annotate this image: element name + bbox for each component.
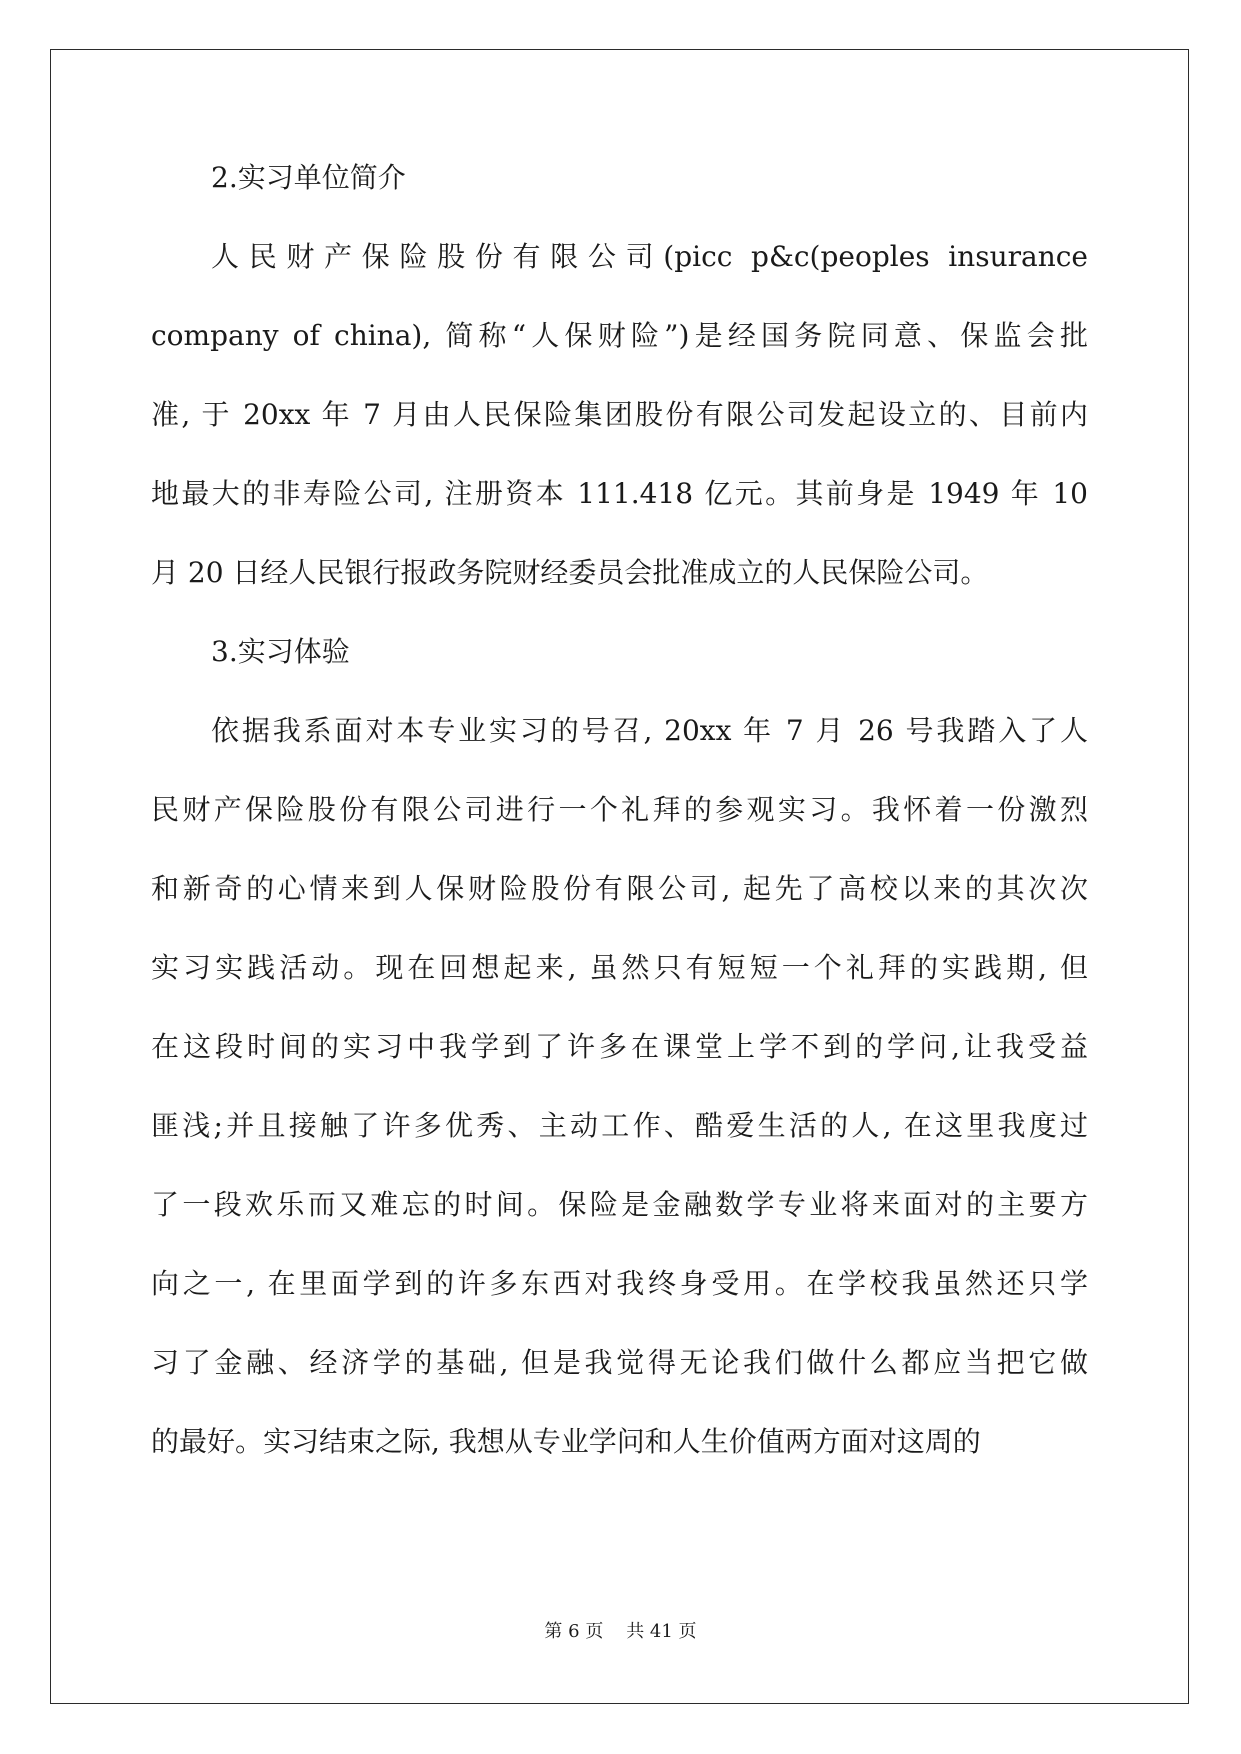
paragraph-line: 和新奇的心情来到人保财险股份有限公司, 起先了高校以来的其次次	[151, 872, 1088, 905]
paragraph-line: 实习实践活动。现在回想起来, 虽然只有短短一个礼拜的实践期, 但	[151, 951, 1088, 984]
paragraph-line: 的最好。实习结束之际, 我想从专业学问和人生价值两方面对这周的	[151, 1425, 981, 1458]
paragraph-line: company of china), 简称“人保财险”)是经国务院同意、保监会批	[151, 319, 1088, 352]
paragraph-line: 匪浅;并且接触了许多优秀、主动工作、酷爱生活的人, 在这里我度过	[151, 1109, 1088, 1142]
paragraph-line: 准, 于 20xx 年 7 月由人民保险集团股份有限公司发起设立的、目前内	[151, 398, 1088, 431]
paragraph-line: 在这段时间的实习中我学到了许多在课堂上学不到的学问,让我受益	[151, 1030, 1088, 1063]
paragraph-line: 人民财产保险股份有限公司(picc p&c(peoples insurance	[211, 240, 1088, 273]
paragraph-line: 向之一, 在里面学到的许多东西对我终身受用。在学校我虽然还只学	[151, 1267, 1088, 1300]
paragraph-line: 依据我系面对本专业实习的号召, 20xx 年 7 月 26 号我踏入了人	[211, 714, 1088, 747]
document-body	[151, 160, 1088, 1503]
paragraph-line: 月 20 日经人民银行报政务院财经委员会批准成立的人民保险公司。	[151, 556, 989, 589]
section-2-paragraph	[151, 239, 1088, 591]
paragraph-line: 民财产保险股份有限公司进行一个礼拜的参观实习。我怀着一份激烈	[151, 793, 1088, 826]
section-heading-3: 3.实习体验	[211, 635, 350, 668]
page-number-label: 第 6 页 共 41 页	[544, 1621, 697, 1642]
paragraph-line: 习了金融、经济学的基础, 但是我觉得无论我们做什么都应当把它做	[151, 1346, 1088, 1379]
page-footer	[0, 1620, 1241, 1644]
section-heading-2: 2.实习单位简介	[211, 161, 406, 194]
paragraph-line: 地最大的非寿险公司, 注册资本 111.418 亿元。其前身是 1949 年 10	[151, 477, 1088, 510]
section-3-paragraph	[151, 713, 1088, 1460]
paragraph-line: 了一段欢乐而又难忘的时间。保险是金融数学专业将来面对的主要方	[151, 1188, 1088, 1221]
